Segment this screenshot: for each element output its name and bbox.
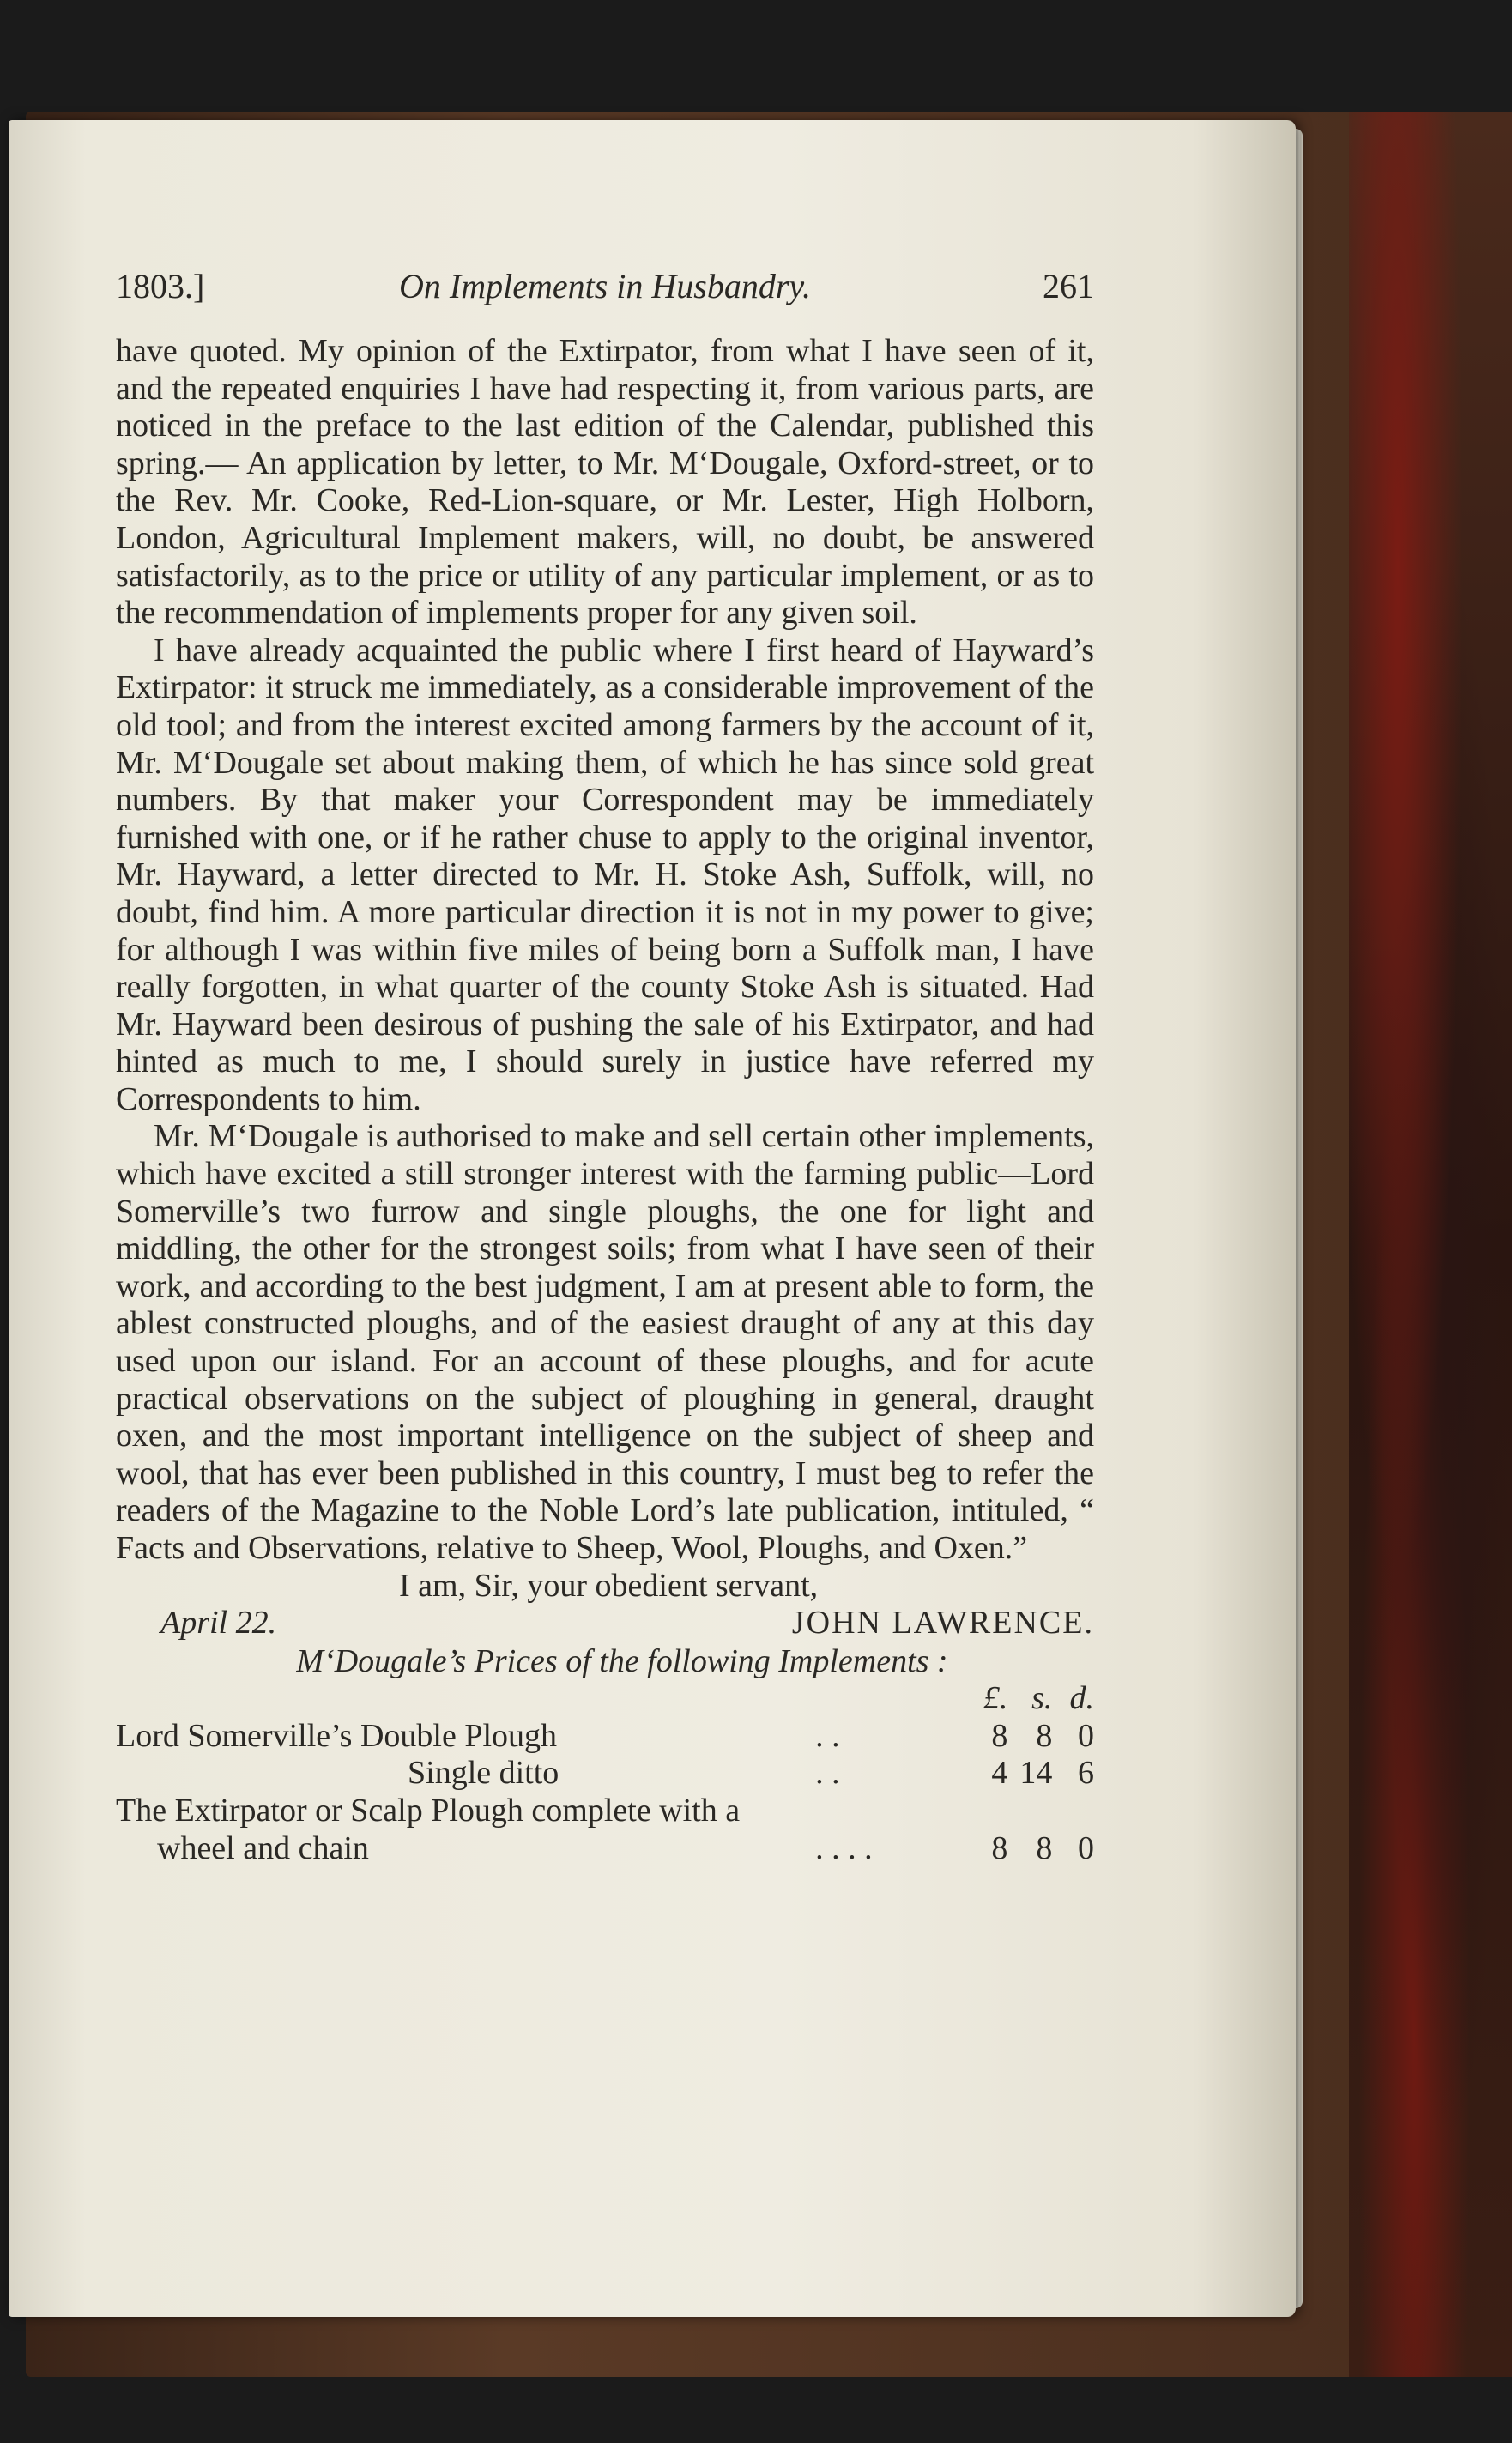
price-row xyxy=(116,1718,1094,1756)
leader-dots: . . . . xyxy=(815,1829,873,1866)
price-item: wheel and chain xyxy=(157,1829,369,1866)
author-name: JOHN LAWRENCE. xyxy=(791,1605,1094,1642)
page-text xyxy=(116,266,1094,1867)
letter-date: April 22. xyxy=(160,1605,277,1642)
paragraph-2: I have already acquainted the public where I first heard of Hayward’s Extirpator: it struck me immediately, as a considerable improvement of the old tool; and from the interest excited among farmers by the account of it, Mr. M‘Dougale set about making them, of which he has since sold great numbers. By that maker your Correspondent may be immediately furnished with one, or if he rather chuse to apply to the original inventor, Mr. Hayward, a letter directed to Mr. H. Stoke Ash, Suffolk, will, no doubt, find him. A more particular direction it is not in my power to give; for although I was within five miles of being born a Suffolk man, I have really forgotten, in what quarter of the county Stoke Ash is situated. Had Mr. Hayward been desirous of pushing the sale of his Extirpator, and had hinted as much to me, I should surely in justice have referred my Correspondents to him. xyxy=(116,632,1094,1117)
price-pounds: 8 xyxy=(991,1829,1008,1866)
price-item: Lord Somerville’s Double Plough xyxy=(116,1717,558,1754)
price-shillings: 8 xyxy=(1036,1717,1053,1754)
price-table xyxy=(116,1680,1094,1867)
pence-header: d. xyxy=(1069,1680,1094,1717)
pounds-header: £. xyxy=(983,1680,1008,1717)
marbled-page-edge xyxy=(1349,112,1512,2377)
price-row xyxy=(116,1830,1094,1868)
price-pence: 0 xyxy=(1078,1829,1094,1866)
price-row xyxy=(116,1793,1094,1830)
currency-header-row xyxy=(116,1680,1094,1718)
running-header xyxy=(116,266,1094,317)
price-shillings xyxy=(1007,1793,1052,1830)
leader-dots: . . xyxy=(815,1717,840,1754)
price-item: Single ditto xyxy=(408,1755,559,1792)
prices-title: M‘Dougale’s Prices of the following Implements : xyxy=(296,1643,948,1680)
price-pence: 6 xyxy=(1078,1755,1094,1792)
header-title: On Implements in Husbandry. xyxy=(399,267,811,305)
price-pence: 0 xyxy=(1078,1717,1094,1754)
leader-dots: . . xyxy=(815,1755,840,1792)
price-pence xyxy=(1052,1793,1094,1830)
price-item: The Extirpator or Scalp Plough complete with a xyxy=(116,1792,741,1829)
header-year: 1803.] xyxy=(116,267,205,305)
paragraph-3: Mr. M‘Dougale is authorised to make and sell certain other implements, which have excited a still stronger interest with the farming public—Lord Somerville’s two furrow and single ploughs, the one for light and middling, the other for the strongest soils; from what I have seen of their work, and according to the best judgment, I am at present able to form, the ablest constructed ploughs, and of the easiest draught of any at this day used upon our island. For an account of these ploughs, and for acute practical observations on the subject of ploughing in general, draught oxen, and the most important intelligence on the subject of sheep and wool, that has ever been published in this country, I must beg to refer the readers of the Magazine to the Noble Lord’s late publication, intituled, “ Facts and Observations, relative to Sheep, Wool, Ploughs, and Oxen.” xyxy=(116,1118,1094,1566)
signature-line xyxy=(116,1605,1094,1642)
price-pounds xyxy=(966,1793,1008,1830)
page-number: 261 xyxy=(1043,267,1094,305)
price-pounds: 8 xyxy=(991,1717,1008,1754)
price-shillings: 8 xyxy=(1036,1829,1053,1866)
price-shillings: 14 xyxy=(1019,1755,1053,1792)
closing-line: I am, Sir, your obedient servant, xyxy=(399,1567,819,1604)
paragraph-1: have quoted. My opinion of the Extirpator, from what I have seen of it, and the repeated enquiries I have had respecting it, from various parts, are noticed in the preface to the last edition of the Calendar, published this spring.— An application by letter, to Mr. M‘Dougale, Oxford-street, or to the Rev. Mr. Cooke, Red-Lion-square, or Mr. Lester, High Holborn, London, Agricultural Implement makers, will, no doubt, be answered satisfactorily, as to the price or utility of any particular implement, or as to the recommendation of implements proper for any given soil. xyxy=(116,333,1094,632)
price-row xyxy=(116,1755,1094,1793)
price-pounds: 4 xyxy=(991,1755,1008,1792)
shillings-header: s. xyxy=(1031,1680,1053,1717)
